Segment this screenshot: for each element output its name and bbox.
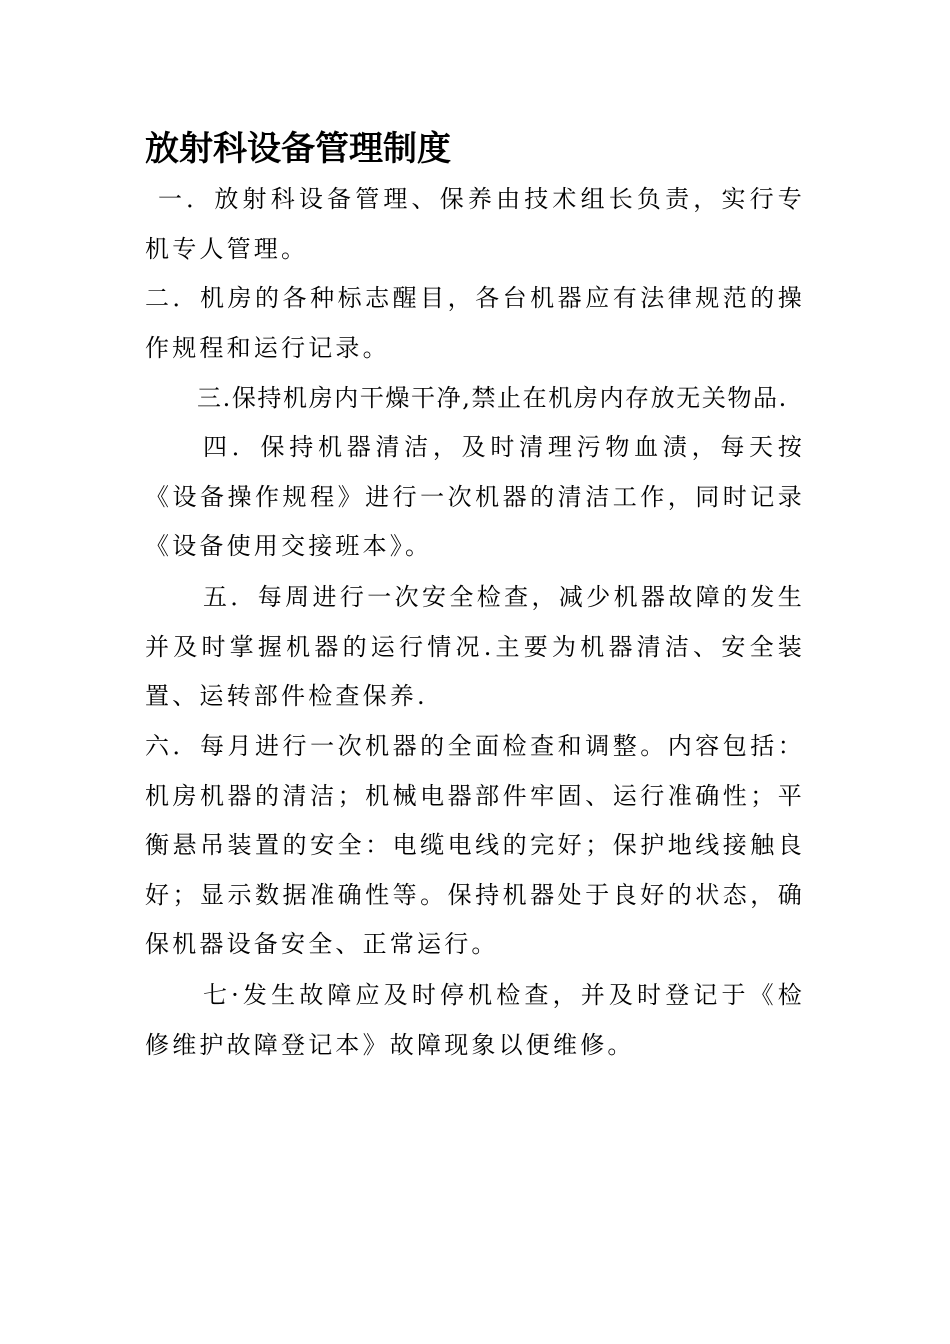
rule-paragraph-3: 三.保持机房内干燥干净,禁止在机房内存放无关物品. <box>197 384 788 412</box>
rule-paragraph-2: 二．机房的各种标志醒目，各台机器应有法律规范的操作规程和运行记录。 <box>145 284 805 362</box>
rule-paragraph-5: 五．每周进行一次安全检查，减少机器故障的发生并及时掌握机器的运行情况.主要为机器清洁、安全装置、运转部件检查保养. <box>145 583 805 711</box>
rule-paragraph-6: 六．每月进行一次机器的全面检查和调整。内容包括：机房机器的清洁；机械电器部件牢固、运行准确性；平衡悬吊装置的安全：电缆电线的完好；保护地线接触良好；显示数据准确性等。保持机器处于良好的状态，确保机器设备安全、正常运行。 <box>145 732 805 959</box>
document-title: 放射科设备管理制度 <box>145 129 451 169</box>
rule-paragraph-7: 七·发生故障应及时停机检查，并及时登记于《检修维护故障登记本》故障现象以便维修。 <box>145 981 805 1059</box>
rule-paragraph-1: 一．放射科设备管理、保养由技术组长负责，实行专机专人管理。 <box>145 185 805 263</box>
rule-paragraph-4: 四．保持机器清洁，及时清理污物血渍，每天按《设备操作规程》进行一次机器的清洁工作，同时记录《设备使用交接班本》。 <box>145 433 805 561</box>
